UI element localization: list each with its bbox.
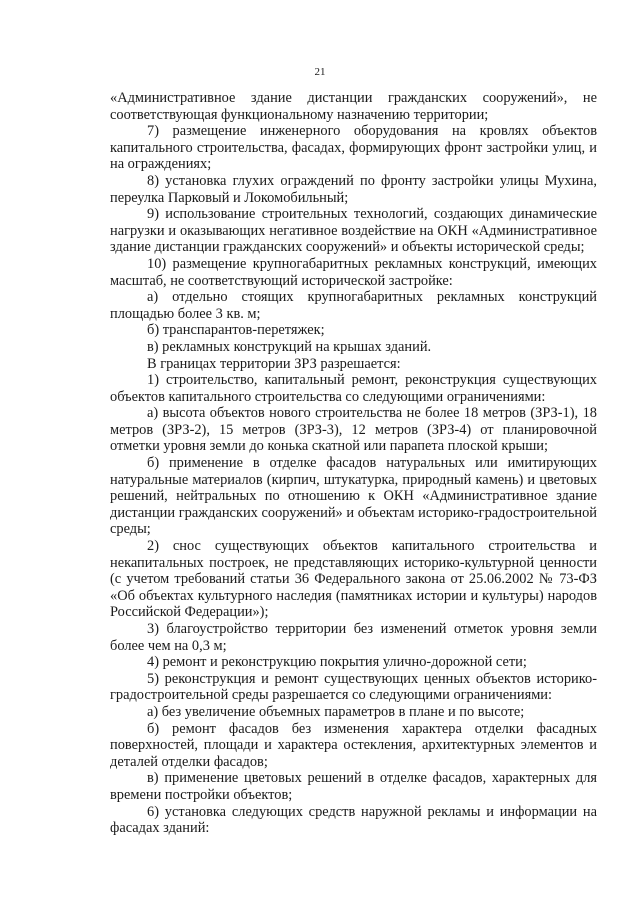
paragraph-permitted-5: 5) реконструкция и ремонт существующих ценных объектов историко-градостроительной среды разрешается со следующими ограничениями: (110, 670, 597, 704)
section-heading-permitted: В границах территории ЗРЗ разрешается: (147, 355, 401, 372)
paragraph-permitted-5-b: б) ремонт фасадов без изменения характера отделки фасадных поверхностей, площади и характера остекления, архитектурных элементов и деталей отделки фасадов; (110, 720, 597, 770)
document-body (110, 90, 597, 837)
paragraph-subitem-v: в) рекламных конструкций на крышах зданий. (147, 338, 432, 355)
paragraph-continuation: «Административное здание дистанции гражданских сооружений», не соответствующая функциональному назначению территории; (110, 90, 597, 123)
paragraph-permitted-2: 2) снос существующих объектов капитального строительства и некапитальных построек, не представляющих историко-культурной ценности (с учетом требований статьи 36 Федерального закона от 25.06.2002 № 73-ФЗ «Об объектах культурного наследия (памятниках истории и культуры) народов Российской Федерации»); (110, 538, 597, 621)
paragraph-subitem-b: б) транспарантов-перетяжек; (147, 322, 325, 339)
paragraph-item-10: 10) размещение крупногабаритных рекламных конструкций, имеющих масштаб, не соответствующий исторической застройке: (110, 255, 597, 289)
paragraph-permitted-5-a: а) без увеличение объемных параметров в плане и по высоте; (147, 703, 525, 720)
paragraph-item-8: 8) установка глухих ограждений по фронту застройки улицы Мухина, переулка Парковый и Локомобильный; (110, 172, 597, 206)
paragraph-permitted-1-a: а) высота объектов нового строительства не более 18 метров (ЗРЗ-1), 18 метров (ЗРЗ-2), 15 метров (ЗРЗ-3), 12 метров (ЗРЗ-4) от планировочной отметки уровня земли до конька скатной или парапета плоской крыши; (110, 405, 597, 455)
paragraph-subitem-a: а) отдельно стоящих крупногабаритных рекламных конструкций площадью более 3 кв. м; (110, 289, 597, 322)
paragraph-permitted-5-v: в) применение цветовых решений в отделке фасадов, характерных для времени постройки объектов; (110, 770, 597, 803)
paragraph-permitted-1-b: б) применение в отделке фасадов натуральных или имитирующих натуральные материалов (кирпич, штукатурка, природный камень) и цветовых решений, нейтральных по отношению к ОКН «Административное здание дистанции гражданских сооружений» и объектам историко-градостроительной среды; (110, 455, 597, 538)
page-number: 21 (314, 66, 326, 78)
paragraph-item-9: 9) использование строительных технологий, создающих динамические нагрузки и оказывающих негативное воздействие на ОКН «Административное здание дистанции гражданских сооружений» и объекты исторической среды; (110, 206, 597, 256)
paragraph-permitted-6: 6) установка следующих средств наружной рекламы и информации на фасадах зданий: (110, 803, 597, 837)
paragraph-item-7: 7) размещение инженерного оборудования на кровлях объектов капитального строительства, фасадах, формирующих фронт застройки улиц, и на ограждениях; (110, 123, 597, 173)
paragraph-permitted-1: 1) строительство, капитальный ремонт, реконструкция существующих объектов капитального строительства со следующими ограничениями: (110, 372, 597, 405)
paragraph-permitted-4: 4) ремонт и реконструкцию покрытия улично-дорожной сети; (147, 654, 527, 671)
paragraph-permitted-3: 3) благоустройство территории без изменений отметок уровня земли более чем на 0,3 м; (110, 621, 597, 654)
